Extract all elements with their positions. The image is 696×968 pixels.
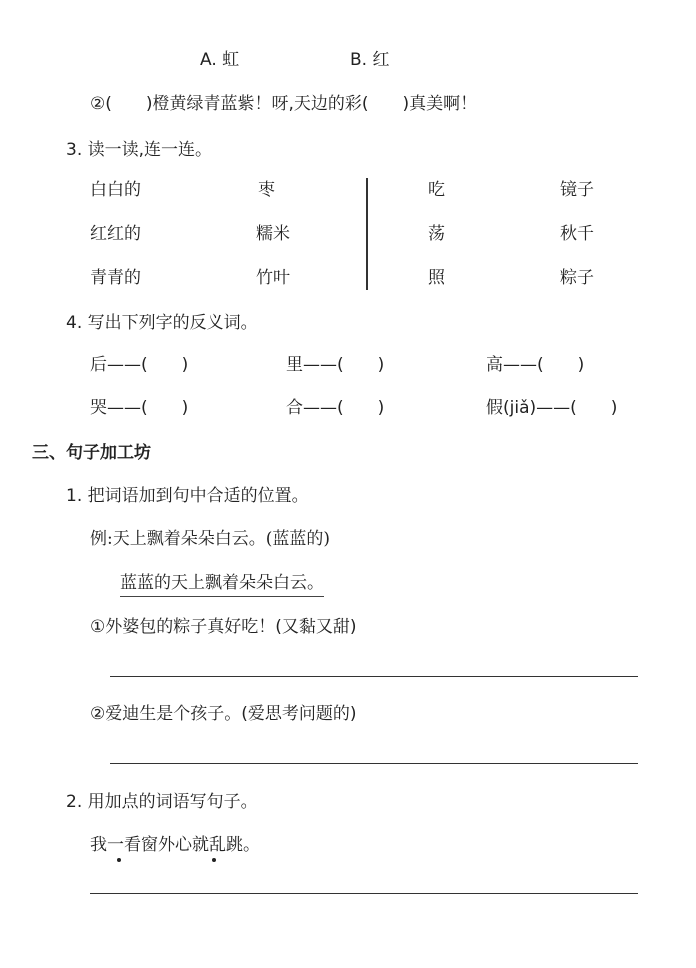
q4-antonym-blank: 里——( ) [286, 355, 385, 375]
example-answer-text: 蓝蓝的天上飘着朵朵白云。 [120, 573, 324, 597]
q3-right-col2-word: 镜子 [560, 180, 594, 200]
q3-left-col1-word: 青青的 [90, 268, 141, 288]
answer-line[interactable] [110, 763, 638, 764]
q3-left-col2-word: 糯米 [256, 224, 290, 244]
q3-title: 3. 读一读,连一连。 [66, 140, 213, 160]
q3-divider [366, 178, 368, 290]
answer-line[interactable] [90, 893, 638, 894]
section-heading: 三、句子加工坊 [32, 443, 151, 463]
option-b: B. 红 [350, 50, 390, 70]
s3-q2-title: 2. 用加点的词语写句子。 [66, 792, 258, 812]
q3-left-col1-word: 白白的 [90, 180, 141, 200]
emphasis-dot [212, 858, 216, 862]
q4-antonym-blank: 高——( ) [486, 355, 585, 375]
option-a: A. 虹 [200, 50, 240, 70]
q3-right-col1-word: 吃 [428, 180, 445, 200]
q3-right-col1-word: 荡 [428, 224, 445, 244]
answer-line[interactable] [110, 676, 638, 677]
q3-left-col2-word: 枣 [258, 180, 275, 200]
q3-right-col2-word: 粽子 [560, 268, 594, 288]
s3-q1-item-2: ②爱迪生是个孩子。(爱思考问题的) [90, 704, 357, 724]
q4-title: 4. 写出下列字的反义词。 [66, 313, 258, 333]
q3-left-col1-word: 红红的 [90, 224, 141, 244]
q3-right-col2-word: 秋千 [560, 224, 594, 244]
q4-antonym-blank: 后——( ) [90, 355, 189, 375]
q4-antonym-blank: 哭——( ) [90, 398, 189, 418]
q3-left-col2-word: 竹叶 [256, 268, 290, 288]
s3-q2-sentence: 我一看窗外心就乱跳。 [90, 835, 260, 855]
s3-q1-example: 例:天上飘着朵朵白云。(蓝蓝的) [90, 529, 330, 549]
q4-antonym-blank: 假(jiǎ)——( ) [486, 398, 618, 418]
s3-q1-example-answer [120, 575, 324, 592]
s3-q1-title: 1. 把词语加到句中合适的位置。 [66, 486, 309, 506]
emphasis-dot [117, 858, 121, 862]
q2-item-2: ②( )橙黄绿青蓝紫！呀,天边的彩( )真美啊！ [90, 94, 478, 114]
s3-q1-item-1: ①外婆包的粽子真好吃！(又黏又甜) [90, 617, 357, 637]
q3-right-col1-word: 照 [428, 268, 445, 288]
q4-antonym-blank: 合——( ) [286, 398, 385, 418]
